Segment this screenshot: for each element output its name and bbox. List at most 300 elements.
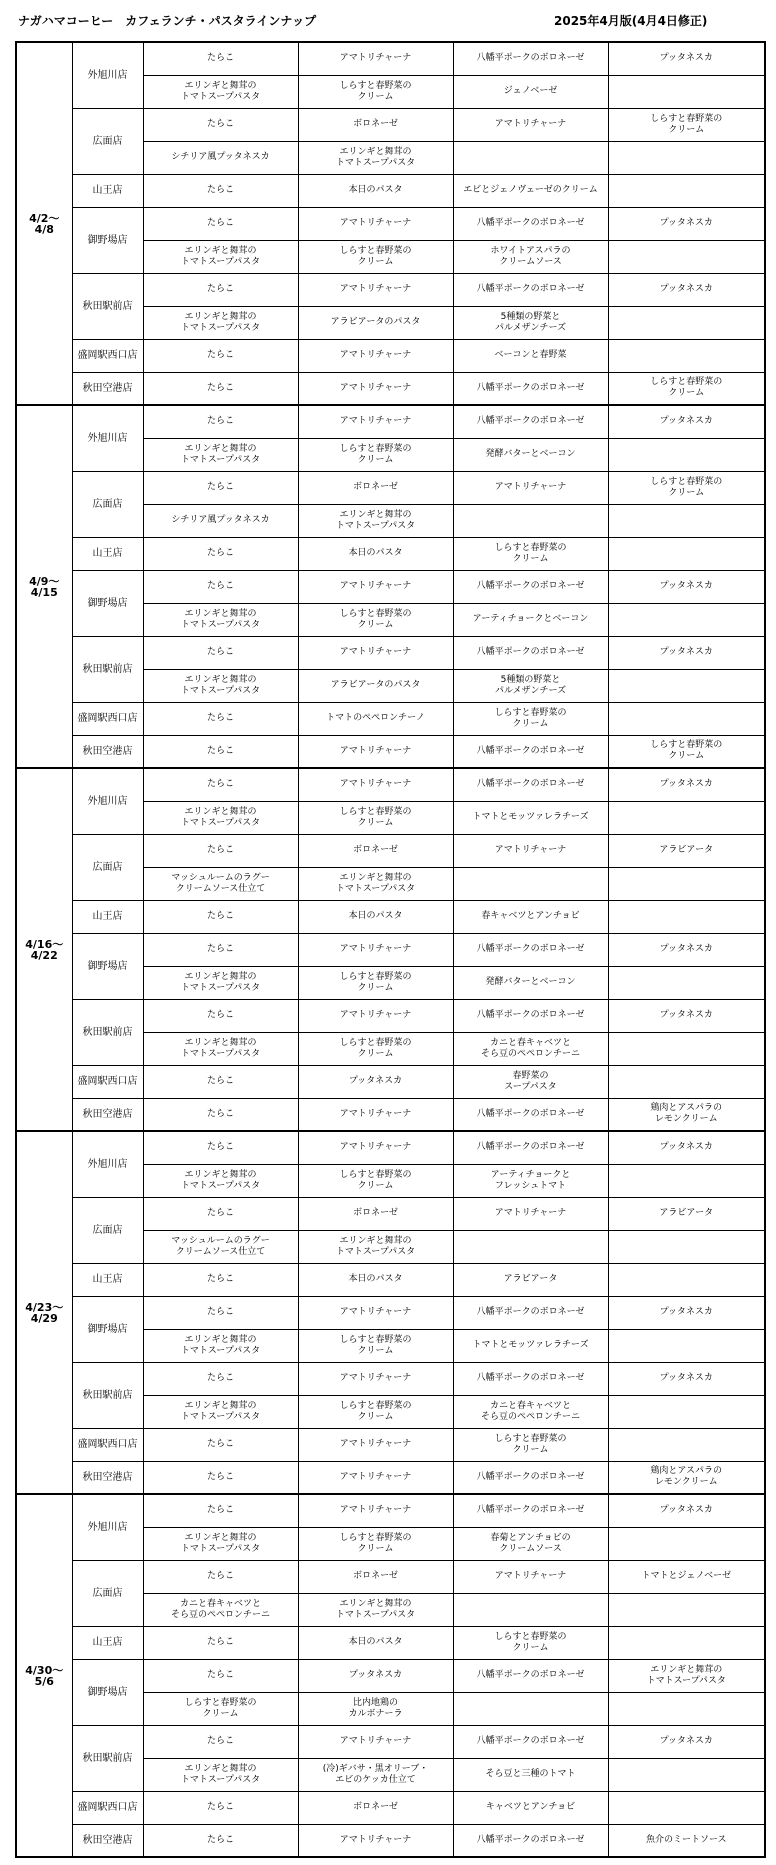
menu-item: プッタネスカ xyxy=(608,768,765,801)
menu-item: たらこ xyxy=(143,1131,298,1164)
table-row xyxy=(16,1065,765,1098)
menu-item: アラビアータ xyxy=(608,1197,765,1230)
menu-item: たらこ xyxy=(143,1428,298,1461)
menu-item: 八幡平ポークのボロネーゼ xyxy=(453,735,608,768)
menu-item: しらすと春野菜の クリーム xyxy=(298,1395,453,1428)
menu-item: 八幡平ポークのボロネーゼ xyxy=(453,42,608,75)
menu-item: プッタネスカ xyxy=(608,1296,765,1329)
menu-item: 本日のパスタ xyxy=(298,900,453,933)
menu-item: アマトリチャーナ xyxy=(298,405,453,438)
menu-item: 春キャベツとアンチョビ xyxy=(453,900,608,933)
menu-item xyxy=(453,867,608,900)
store-name: 秋田駅前店 xyxy=(72,1362,143,1428)
page-header xyxy=(18,12,758,32)
store-name: 広面店 xyxy=(72,471,143,537)
menu-item: しらすと春野菜の クリーム xyxy=(298,1329,453,1362)
menu-item xyxy=(608,537,765,570)
menu-item: プッタネスカ xyxy=(298,1065,453,1098)
table-row xyxy=(16,999,765,1032)
table-row xyxy=(16,1362,765,1395)
menu-item: 八幡平ポークのボロネーゼ xyxy=(453,1725,608,1758)
table-row xyxy=(16,174,765,207)
store-name: 山王店 xyxy=(72,537,143,570)
menu-item: 八幡平ポークのボロネーゼ xyxy=(453,1824,608,1857)
menu-item: たらこ xyxy=(143,372,298,405)
menu-item: エリンギと舞茸の トマトスープパスタ xyxy=(143,1395,298,1428)
menu-item: アマトリチャーナ xyxy=(298,1461,453,1494)
menu-item: エリンギと舞茸の トマトスープパスタ xyxy=(143,1032,298,1065)
menu-item: エリンギと舞茸の トマトスープパスタ xyxy=(608,1659,765,1692)
menu-item: 5種類の野菜と パルメザンチーズ xyxy=(453,669,608,702)
menu-item: カニと春キャベツと そら豆のペペロンチーニ xyxy=(143,1593,298,1626)
menu-item xyxy=(608,900,765,933)
menu-item: しらすと春野菜の クリーム xyxy=(298,240,453,273)
store-name: 山王店 xyxy=(72,174,143,207)
menu-item: 八幡平ポークのボロネーゼ xyxy=(453,372,608,405)
store-name: 外旭川店 xyxy=(72,1494,143,1560)
menu-item: 八幡平ポークのボロネーゼ xyxy=(453,933,608,966)
menu-item: 八幡平ポークのボロネーゼ xyxy=(453,768,608,801)
menu-item: アマトリチャーナ xyxy=(453,1560,608,1593)
store-name: 盛岡駅西口店 xyxy=(72,1428,143,1461)
menu-item: アマトリチャーナ xyxy=(298,372,453,405)
store-name: 秋田空港店 xyxy=(72,1461,143,1494)
store-name: 秋田空港店 xyxy=(72,1824,143,1857)
store-name: 広面店 xyxy=(72,1197,143,1263)
store-name: 秋田駅前店 xyxy=(72,273,143,339)
store-name: 山王店 xyxy=(72,1263,143,1296)
menu-item: たらこ xyxy=(143,1197,298,1230)
menu-item xyxy=(608,1263,765,1296)
menu-item: 八幡平ポークのボロネーゼ xyxy=(453,1098,608,1131)
store-name: 盛岡駅西口店 xyxy=(72,339,143,372)
table-row xyxy=(16,1263,765,1296)
week-label: 4/9～ 4/15 xyxy=(16,405,72,768)
menu-item: たらこ xyxy=(143,207,298,240)
table-row xyxy=(16,207,765,240)
menu-item xyxy=(608,1758,765,1791)
menu-item: 八幡平ポークのボロネーゼ xyxy=(453,999,608,1032)
menu-item: しらすと春野菜の クリーム xyxy=(298,1032,453,1065)
menu-item: ベーコンと春野菜 xyxy=(453,339,608,372)
store-name: 秋田駅前店 xyxy=(72,636,143,702)
store-name: 秋田駅前店 xyxy=(72,1725,143,1791)
menu-item: たらこ xyxy=(143,900,298,933)
menu-item: しらすと春野菜の クリーム xyxy=(298,75,453,108)
menu-item xyxy=(608,438,765,471)
menu-item xyxy=(608,240,765,273)
menu-item xyxy=(608,801,765,834)
menu-item: ボロネーゼ xyxy=(298,1560,453,1593)
menu-item: トマトとジェノベーゼ xyxy=(608,1560,765,1593)
table-row xyxy=(16,1725,765,1758)
menu-item: ホワイトアスパラの クリームソース xyxy=(453,240,608,273)
menu-item: アーティチョークと フレッシュトマト xyxy=(453,1164,608,1197)
menu-item: エリンギと舞茸の トマトスープパスタ xyxy=(143,240,298,273)
menu-item xyxy=(608,702,765,735)
menu-item xyxy=(608,1626,765,1659)
menu-item: たらこ xyxy=(143,1098,298,1131)
menu-item: アマトリチャーナ xyxy=(298,339,453,372)
menu-item: しらすと春野菜の クリーム xyxy=(608,735,765,768)
menu-item: エリンギと舞茸の トマトスープパスタ xyxy=(298,504,453,537)
menu-item xyxy=(453,1230,608,1263)
menu-item xyxy=(608,966,765,999)
table-row xyxy=(16,42,765,75)
menu-item: しらすと春野菜の クリーム xyxy=(608,471,765,504)
menu-item: たらこ xyxy=(143,1626,298,1659)
store-name: 盛岡駅西口店 xyxy=(72,702,143,735)
store-name: 盛岡駅西口店 xyxy=(72,1791,143,1824)
table-row xyxy=(16,1659,765,1692)
menu-item: エリンギと舞茸の トマトスープパスタ xyxy=(143,438,298,471)
table-row xyxy=(16,372,765,405)
store-name: 外旭川店 xyxy=(72,405,143,471)
menu-item: 比内地鶏の カルボナーラ xyxy=(298,1692,453,1725)
menu-item: アラビアータ xyxy=(608,834,765,867)
store-name: 秋田空港店 xyxy=(72,1098,143,1131)
menu-item: ボロネーゼ xyxy=(298,1197,453,1230)
menu-item: しらすと春野菜の クリーム xyxy=(298,1527,453,1560)
table-row xyxy=(16,1461,765,1494)
store-name: 外旭川店 xyxy=(72,42,143,108)
store-name: 御野場店 xyxy=(72,207,143,273)
store-name: 広面店 xyxy=(72,834,143,900)
table-row xyxy=(16,1197,765,1230)
lineup-table-body xyxy=(16,42,765,1857)
menu-item: しらすと春野菜の クリーム xyxy=(298,438,453,471)
menu-item: エリンギと舞茸の トマトスープパスタ xyxy=(143,669,298,702)
store-name: 御野場店 xyxy=(72,1659,143,1725)
menu-item: たらこ xyxy=(143,1296,298,1329)
menu-item: プッタネスカ xyxy=(608,1494,765,1527)
menu-item xyxy=(608,339,765,372)
menu-item: アマトリチャーナ xyxy=(453,108,608,141)
menu-item: アマトリチャーナ xyxy=(298,768,453,801)
menu-item: アマトリチャーナ xyxy=(298,1494,453,1527)
menu-item: 本日のパスタ xyxy=(298,1626,453,1659)
menu-item: アマトリチャーナ xyxy=(453,471,608,504)
menu-item xyxy=(608,1593,765,1626)
store-name: 外旭川店 xyxy=(72,768,143,834)
menu-item: ボロネーゼ xyxy=(298,834,453,867)
menu-item: プッタネスカ xyxy=(608,273,765,306)
menu-item xyxy=(453,141,608,174)
menu-item: 発酵バターとベーコン xyxy=(453,966,608,999)
menu-item: たらこ xyxy=(143,636,298,669)
week-label: 4/23～ 4/29 xyxy=(16,1131,72,1494)
menu-item xyxy=(608,1395,765,1428)
store-name: 御野場店 xyxy=(72,933,143,999)
menu-item: エリンギと舞茸の トマトスープパスタ xyxy=(143,1758,298,1791)
menu-item: 八幡平ポークのボロネーゼ xyxy=(453,1362,608,1395)
menu-item xyxy=(608,504,765,537)
menu-item: エリンギと舞茸の トマトスープパスタ xyxy=(143,306,298,339)
menu-item: アマトリチャーナ xyxy=(453,834,608,867)
menu-item xyxy=(608,1692,765,1725)
menu-item: プッタネスカ xyxy=(608,42,765,75)
menu-item: 八幡平ポークのボロネーゼ xyxy=(453,636,608,669)
table-row xyxy=(16,570,765,603)
menu-item: アマトリチャーナ xyxy=(298,1362,453,1395)
menu-item: アマトリチャーナ xyxy=(298,1131,453,1164)
menu-item: アマトリチャーナ xyxy=(298,273,453,306)
menu-item: たらこ xyxy=(143,108,298,141)
menu-item: しらすと春野菜の クリーム xyxy=(608,108,765,141)
menu-item xyxy=(608,1329,765,1362)
menu-item: アマトリチャーナ xyxy=(298,42,453,75)
table-row xyxy=(16,108,765,141)
table-row xyxy=(16,768,765,801)
lineup-sheet xyxy=(15,41,764,1858)
table-row xyxy=(16,273,765,306)
menu-item: シチリア風プッタネスカ xyxy=(143,504,298,537)
menu-item: 八幡平ポークのボロネーゼ xyxy=(453,1461,608,1494)
menu-item: エリンギと舞茸の トマトスープパスタ xyxy=(298,1230,453,1263)
menu-item: 魚介のミートソース xyxy=(608,1824,765,1857)
menu-item: そら豆と三種のトマト xyxy=(453,1758,608,1791)
menu-item: たらこ xyxy=(143,1065,298,1098)
menu-item: ボロネーゼ xyxy=(298,1791,453,1824)
menu-item: しらすと春野菜の クリーム xyxy=(453,702,608,735)
menu-item: (冷)ギバサ・黒オリーブ・ エビのケッカ仕立て xyxy=(298,1758,453,1791)
menu-item: たらこ xyxy=(143,537,298,570)
menu-item: エリンギと舞茸の トマトスープパスタ xyxy=(298,1593,453,1626)
store-name: 広面店 xyxy=(72,108,143,174)
store-name: 山王店 xyxy=(72,900,143,933)
table-row xyxy=(16,1296,765,1329)
menu-item: たらこ xyxy=(143,834,298,867)
menu-item: 八幡平ポークのボロネーゼ xyxy=(453,1296,608,1329)
menu-item xyxy=(608,306,765,339)
menu-item: トマトとモッツァレラチーズ xyxy=(453,1329,608,1362)
lineup-table xyxy=(15,41,766,1858)
menu-item: シチリア風プッタネスカ xyxy=(143,141,298,174)
menu-item: プッタネスカ xyxy=(608,405,765,438)
table-row xyxy=(16,1824,765,1857)
menu-item: アマトリチャーナ xyxy=(298,636,453,669)
menu-item: たらこ xyxy=(143,1560,298,1593)
menu-item xyxy=(608,1527,765,1560)
menu-item: 八幡平ポークのボロネーゼ xyxy=(453,207,608,240)
menu-item: アマトリチャーナ xyxy=(298,207,453,240)
menu-item: プッタネスカ xyxy=(608,636,765,669)
menu-item: しらすと春野菜の クリーム xyxy=(298,603,453,636)
menu-item: アラビアータのパスタ xyxy=(298,669,453,702)
menu-item xyxy=(608,1428,765,1461)
menu-item: しらすと春野菜の クリーム xyxy=(453,537,608,570)
menu-item: 春菊とアンチョビの クリームソース xyxy=(453,1527,608,1560)
menu-item: プッタネスカ xyxy=(608,999,765,1032)
menu-item: プッタネスカ xyxy=(608,1725,765,1758)
menu-item xyxy=(608,1230,765,1263)
menu-item xyxy=(608,75,765,108)
table-row xyxy=(16,1494,765,1527)
week-label: 4/2～ 4/8 xyxy=(16,42,72,405)
menu-item: たらこ xyxy=(143,999,298,1032)
table-row xyxy=(16,900,765,933)
menu-item: アマトリチャーナ xyxy=(298,1824,453,1857)
table-row xyxy=(16,735,765,768)
menu-item xyxy=(608,174,765,207)
menu-item: 鶏肉とアスパラの レモンクリーム xyxy=(608,1098,765,1131)
menu-item: 八幡平ポークのボロネーゼ xyxy=(453,570,608,603)
menu-item: トマトとモッツァレラチーズ xyxy=(453,801,608,834)
table-row xyxy=(16,537,765,570)
menu-item: カニと春キャベツと そら豆のペペロンチーニ xyxy=(453,1395,608,1428)
menu-item: エリンギと舞茸の トマトスープパスタ xyxy=(143,1527,298,1560)
menu-item: アマトリチャーナ xyxy=(298,735,453,768)
menu-item: アマトリチャーナ xyxy=(298,1098,453,1131)
menu-item: しらすと春野菜の クリーム xyxy=(608,372,765,405)
menu-item: エリンギと舞茸の トマトスープパスタ xyxy=(143,1329,298,1362)
menu-item: たらこ xyxy=(143,174,298,207)
menu-item: エリンギと舞茸の トマトスープパスタ xyxy=(143,966,298,999)
table-row xyxy=(16,339,765,372)
menu-item: プッタネスカ xyxy=(298,1659,453,1692)
menu-item: アマトリチャーナ xyxy=(298,1725,453,1758)
page-title: ナガハマコーヒー カフェランチ・パスタラインナップ xyxy=(18,14,317,28)
menu-item: たらこ xyxy=(143,1659,298,1692)
menu-item: エリンギと舞茸の トマトスープパスタ xyxy=(298,867,453,900)
menu-item: たらこ xyxy=(143,768,298,801)
menu-item: アマトリチャーナ xyxy=(298,1428,453,1461)
table-row xyxy=(16,702,765,735)
table-row xyxy=(16,1560,765,1593)
menu-item: たらこ xyxy=(143,1461,298,1494)
menu-item xyxy=(608,141,765,174)
menu-item xyxy=(608,867,765,900)
menu-item: エリンギと舞茸の トマトスープパスタ xyxy=(143,1164,298,1197)
menu-item: アマトリチャーナ xyxy=(298,933,453,966)
menu-item: 春野菜の スープパスタ xyxy=(453,1065,608,1098)
menu-item: たらこ xyxy=(143,471,298,504)
menu-item: しらすと春野菜の クリーム xyxy=(453,1428,608,1461)
menu-item xyxy=(608,603,765,636)
menu-item: たらこ xyxy=(143,42,298,75)
store-name: 山王店 xyxy=(72,1626,143,1659)
menu-item: ボロネーゼ xyxy=(298,471,453,504)
menu-item: ボロネーゼ xyxy=(298,108,453,141)
menu-item: アマトリチャーナ xyxy=(298,1296,453,1329)
menu-item: たらこ xyxy=(143,933,298,966)
store-name: 御野場店 xyxy=(72,570,143,636)
store-name: 秋田駅前店 xyxy=(72,999,143,1065)
menu-item: アマトリチャーナ xyxy=(298,570,453,603)
menu-item: しらすと春野菜の クリーム xyxy=(298,801,453,834)
menu-item: 八幡平ポークのボロネーゼ xyxy=(453,1494,608,1527)
menu-item: プッタネスカ xyxy=(608,570,765,603)
menu-item: プッタネスカ xyxy=(608,933,765,966)
table-row xyxy=(16,1098,765,1131)
menu-item xyxy=(453,504,608,537)
week-label: 4/30～ 5/6 xyxy=(16,1494,72,1857)
menu-item: プッタネスカ xyxy=(608,1131,765,1164)
menu-item xyxy=(608,1032,765,1065)
menu-item xyxy=(608,1065,765,1098)
menu-item: 八幡平ポークのボロネーゼ xyxy=(453,405,608,438)
table-row xyxy=(16,1428,765,1461)
menu-item xyxy=(608,669,765,702)
menu-item: しらすと春野菜の クリーム xyxy=(453,1626,608,1659)
menu-item: しらすと春野菜の クリーム xyxy=(143,1692,298,1725)
menu-item: アマトリチャーナ xyxy=(453,1197,608,1230)
menu-item: 本日のパスタ xyxy=(298,1263,453,1296)
store-name: 外旭川店 xyxy=(72,1131,143,1197)
menu-item: アラビアータのパスタ xyxy=(298,306,453,339)
menu-item: たらこ xyxy=(143,273,298,306)
menu-item: たらこ xyxy=(143,339,298,372)
menu-item: 本日のパスタ xyxy=(298,174,453,207)
menu-item xyxy=(608,1791,765,1824)
menu-item: 本日のパスタ xyxy=(298,537,453,570)
menu-item: 5種類の野菜と パルメザンチーズ xyxy=(453,306,608,339)
menu-item xyxy=(453,1692,608,1725)
menu-item: たらこ xyxy=(143,1725,298,1758)
menu-item xyxy=(608,1164,765,1197)
menu-item: エリンギと舞茸の トマトスープパスタ xyxy=(143,75,298,108)
menu-item: トマトのペペロンチーノ xyxy=(298,702,453,735)
menu-item: たらこ xyxy=(143,1263,298,1296)
menu-item: 鶏肉とアスパラの レモンクリーム xyxy=(608,1461,765,1494)
table-row xyxy=(16,933,765,966)
menu-item: エリンギと舞茸の トマトスープパスタ xyxy=(143,603,298,636)
menu-item: カニと春キャベツと そら豆のペペロンチーニ xyxy=(453,1032,608,1065)
menu-item: しらすと春野菜の クリーム xyxy=(298,1164,453,1197)
menu-item: たらこ xyxy=(143,702,298,735)
menu-item: 発酵バターとベーコン xyxy=(453,438,608,471)
menu-item: エビとジェノヴェーゼのクリーム xyxy=(453,174,608,207)
menu-item xyxy=(453,1593,608,1626)
store-name: 秋田空港店 xyxy=(72,735,143,768)
menu-item: たらこ xyxy=(143,570,298,603)
menu-item: エリンギと舞茸の トマトスープパスタ xyxy=(143,801,298,834)
table-row xyxy=(16,834,765,867)
menu-item: 八幡平ポークのボロネーゼ xyxy=(453,273,608,306)
menu-item: アラビアータ xyxy=(453,1263,608,1296)
table-row xyxy=(16,1131,765,1164)
table-row xyxy=(16,636,765,669)
menu-item: アマトリチャーナ xyxy=(298,999,453,1032)
menu-item: たらこ xyxy=(143,1362,298,1395)
store-name: 広面店 xyxy=(72,1560,143,1626)
store-name: 御野場店 xyxy=(72,1296,143,1362)
table-row xyxy=(16,1791,765,1824)
store-name: 盛岡駅西口店 xyxy=(72,1065,143,1098)
table-row xyxy=(16,1626,765,1659)
week-label: 4/16～ 4/22 xyxy=(16,768,72,1131)
menu-item: 八幡平ポークのボロネーゼ xyxy=(453,1659,608,1692)
menu-item: たらこ xyxy=(143,735,298,768)
menu-item: たらこ xyxy=(143,405,298,438)
menu-item: たらこ xyxy=(143,1791,298,1824)
menu-item: しらすと春野菜の クリーム xyxy=(298,966,453,999)
store-name: 秋田空港店 xyxy=(72,372,143,405)
menu-item: たらこ xyxy=(143,1824,298,1857)
menu-item: 八幡平ポークのボロネーゼ xyxy=(453,1131,608,1164)
menu-item: ジェノベーゼ xyxy=(453,75,608,108)
menu-item: キャベツとアンチョビ xyxy=(453,1791,608,1824)
table-row xyxy=(16,471,765,504)
menu-item: マッシュルームのラグー クリームソース仕立て xyxy=(143,1230,298,1263)
menu-item: マッシュルームのラグー クリームソース仕立て xyxy=(143,867,298,900)
menu-item: アーティチョークとベーコン xyxy=(453,603,608,636)
menu-item: プッタネスカ xyxy=(608,1362,765,1395)
table-row xyxy=(16,405,765,438)
menu-item: プッタネスカ xyxy=(608,207,765,240)
menu-item: エリンギと舞茸の トマトスープパスタ xyxy=(298,141,453,174)
edition-label: 2025年4月版(4月4日修正) xyxy=(554,14,708,28)
